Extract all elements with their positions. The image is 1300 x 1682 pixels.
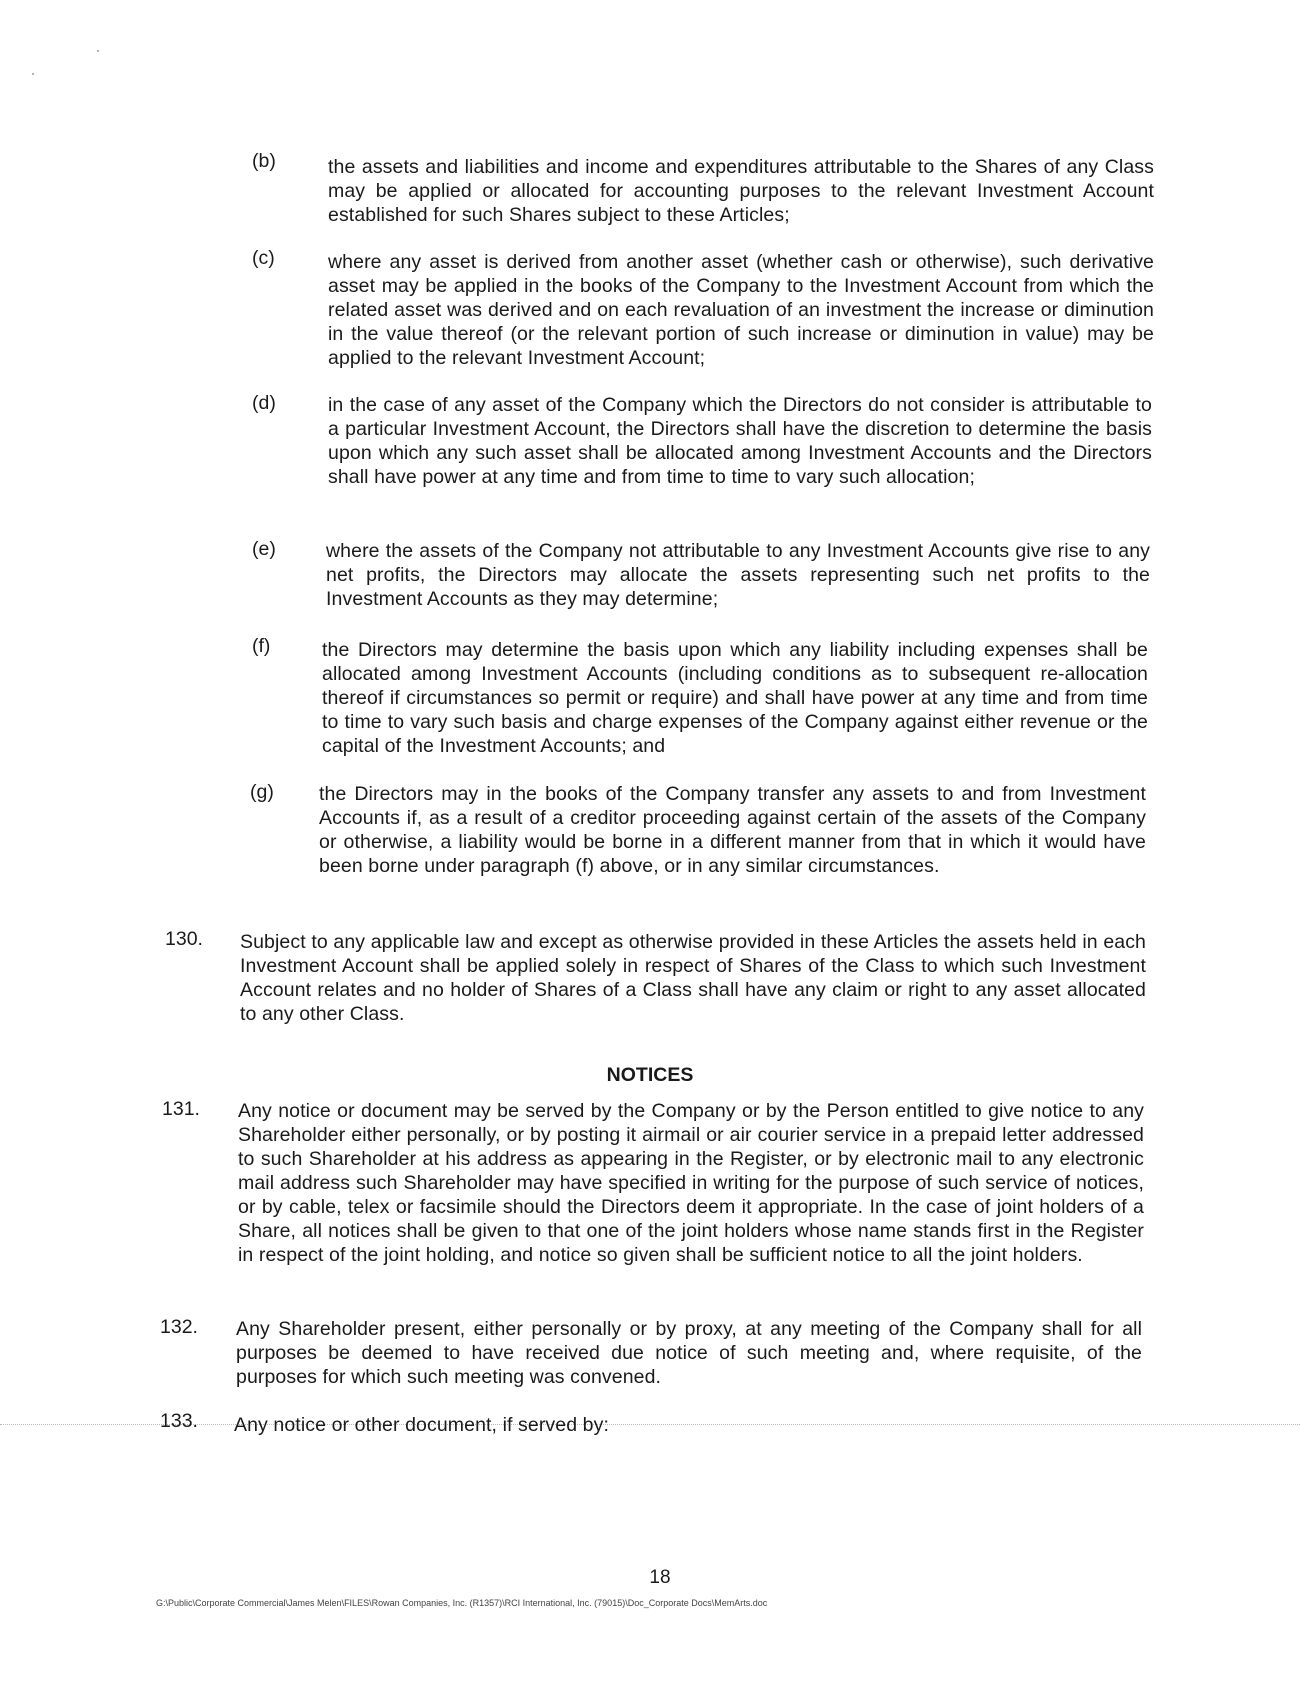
sub-item-text: the assets and liabilities and income and expenditures attributable to the Shares of any Class may be applied or allocated for accounting purposes to the relevant Investment Account established for such Shares subject to these Articles; bbox=[328, 156, 1154, 226]
sub-item-label: (b) bbox=[252, 150, 276, 172]
scan-speck bbox=[97, 50, 99, 52]
section-heading: NOTICES bbox=[606, 1064, 694, 1086]
sub-item-label: (d) bbox=[252, 392, 276, 414]
article-text: Any notice or document may be served by the Company or by the Person entitled to give notice to any Shareholder either personally, or by posting it airmail or air courier service in a prepaid letter addressed to such Shareholder at his address as appearing in the Register, or by electronic mail to any electronic mail address such Shareholder may have specified in writing for the purpose of such service of notices, or by cable, telex or facsimile should the Directors deem it appropriate. In the case of joint holders of a Share, all notices shall be given to that one of the joint holders whose name stands first in the Register in respect of the joint holding, and notice so given shall be sufficient notice to all the joint holders. bbox=[238, 1100, 1144, 1266]
article-number: 133. bbox=[160, 1410, 198, 1432]
sub-item-label: (e) bbox=[252, 538, 276, 560]
sub-item-label: (g) bbox=[250, 781, 274, 803]
sub-item-text: the Directors may in the books of the Company transfer any assets to and from Investment Accounts if, as a result of a creditor proceeding against certain of the assets of the Company or otherwise, a liability would be borne in a different manner from that in which it would have been borne under paragraph (f) above, or in any similar circumstances. bbox=[319, 783, 1146, 877]
scan-speck bbox=[32, 73, 34, 75]
article-text: Any notice or other document, if served by: bbox=[234, 1414, 609, 1436]
page-number: 18 bbox=[649, 1567, 671, 1588]
sub-item-text: in the case of any asset of the Company which the Directors do not consider is attributable to a particular Investment Account, the Directors shall have the discretion to determine the basis upon which any such asset shall be allocated among Investment Accounts and the Directors shall have power at any time and from time to time to vary such allocation; bbox=[328, 394, 1152, 488]
article-text: Subject to any applicable law and except as otherwise provided in these Articles the assets held in each Investment Account shall be applied solely in respect of Shares of the Class to which such Investment Account relates and no holder of Shares of a Class shall have any claim or right to any asset allocated to any other Class. bbox=[240, 931, 1146, 1025]
sub-item-label: (f) bbox=[252, 635, 271, 657]
sub-item-label: (c) bbox=[252, 247, 275, 269]
article-number: 131. bbox=[162, 1098, 200, 1120]
sub-item-text: where any asset is derived from another asset (whether cash or otherwise), such derivative asset may be applied in the books of the Company to the Investment Account from which the related asset was derived and on each revaluation of an investment the increase or diminution in the value thereof (or the relevant portion of such increase or diminution in value) may be applied to the relevant Investment Account; bbox=[328, 251, 1154, 369]
article-text: Any Shareholder present, either personally or by proxy, at any meeting of the Company shall for all purposes be deemed to have received due notice of such meeting and, where requisite, of the purposes for which such meeting was convened. bbox=[236, 1318, 1142, 1388]
article-number: 130. bbox=[165, 928, 203, 950]
sub-item-text: the Directors may determine the basis upon which any liability including expenses shall be allocated among Investment Accounts (including conditions as to subsequent re-allocation thereof if circumstances so permit or require) and shall have power at any time and from time to time to vary such basis and charge expenses of the Company against either revenue or the capital of the Investment Accounts; and bbox=[322, 639, 1148, 757]
sub-item-text: where the assets of the Company not attributable to any Investment Accounts give rise to any net profits, the Directors may allocate the assets representing such net profits to the Investment Accounts as they may determine; bbox=[326, 540, 1150, 610]
article-number: 132. bbox=[160, 1316, 198, 1338]
footer-file-path: G:\Public\Corporate Commercial\James Melen\FILES\Rowan Companies, Inc. (R1357)\RCI International, Inc. (79015)\Doc_Corporate Docs\MemArts.doc bbox=[156, 1598, 768, 1608]
